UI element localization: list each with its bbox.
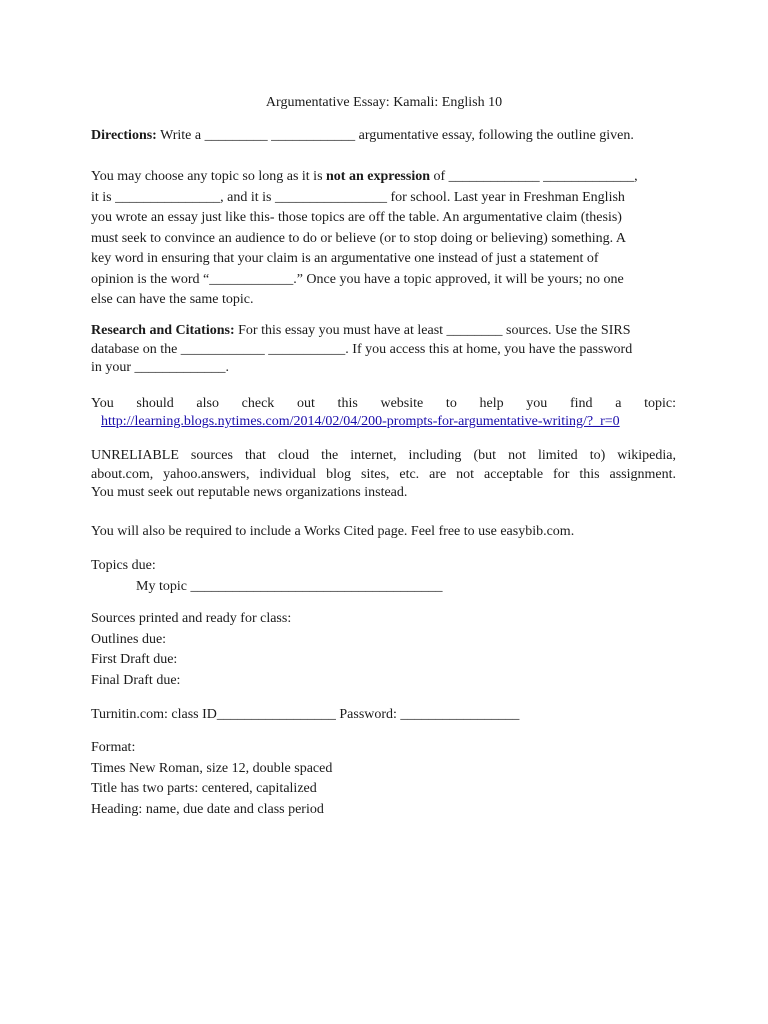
topic-text-1a: You may choose any topic so long as it is: [91, 169, 327, 184]
directions-label: Directions:: [91, 128, 157, 143]
due-date-item: Final Draft due:: [91, 672, 181, 688]
topic-line-2: it is _______________, and it is ________________ for school. Last year in Freshman English: [91, 189, 625, 205]
topic-line-4: must seek to convince an audience to do or believe (or to stop doing or believing) something. A: [91, 230, 626, 246]
research-label: Research and Citations:: [91, 323, 235, 338]
topic-line-3: you wrote an essay just like this- those topics are off the table. An argumentative claim (thesis): [91, 210, 622, 225]
topic-line-5: key word in ensuring that your claim is an argumentative one instead of just a statement of: [91, 251, 599, 266]
topic-emphasis: not an expression: [326, 169, 430, 184]
format-item: Heading: name, due date and class period: [91, 801, 324, 817]
research-line-2: database on the ____________ ___________. If you access this at home, you have the password: [91, 341, 633, 357]
format-item: Times New Roman, size 12, double spaced: [91, 760, 333, 776]
topic-paragraph: [91, 167, 676, 311]
topic-text-1c: of _____________ _____________,: [430, 169, 638, 184]
unreliable-line-2: about.com, yahoo.answers, individual blog sites, etc. are not acceptable for this assignment.: [91, 466, 676, 482]
topic-line-7: else can have the same topic.: [91, 292, 254, 307]
page-title: Argumentative Essay: Kamali: English 10: [265, 95, 503, 110]
topics-section: [91, 556, 676, 597]
topic-line-1: [91, 167, 676, 188]
format-item: Title has two parts: centered, capitalized: [91, 781, 317, 796]
directions-text: Write a _________ ____________ argumentative essay, following the outline given.: [156, 128, 634, 143]
unreliable-paragraph: [91, 447, 676, 503]
topics-due-label: Topics due:: [91, 558, 156, 573]
research-line-1: [91, 322, 676, 341]
due-date-item: Sources printed and ready for class:: [91, 611, 292, 626]
unreliable-line-3: You must seek out reputable news organizations instead.: [91, 485, 408, 500]
website-paragraph: [91, 395, 676, 431]
my-topic-line: My topic ____________________________________: [136, 578, 443, 594]
due-dates-list: [91, 609, 676, 691]
turnitin-line: Turnitin.com: class ID_________________ Password: _________________: [91, 707, 520, 722]
research-text-1: For this essay you must have at least ________ sources. Use the SIRS: [234, 323, 631, 338]
research-line-3: in your _____________.: [91, 360, 230, 375]
website-text: You should also check out this website to help you find a topic:: [91, 396, 676, 411]
due-date-item: First Draft due:: [91, 652, 178, 667]
format-section: [91, 738, 676, 820]
due-date-item: Outlines due:: [91, 631, 167, 647]
prompts-website-link[interactable]: http://learning.blogs.nytimes.com/2014/02/04/200-prompts-for-argumentative-writing/?_r=0: [101, 414, 620, 429]
format-label: Format:: [91, 740, 136, 755]
directions-paragraph: [91, 126, 676, 147]
research-paragraph: [91, 322, 676, 378]
works-cited-note: You will also be required to include a Works Cited page. Feel free to use easybib.com.: [91, 524, 575, 539]
unreliable-line-1: UNRELIABLE sources that cloud the internet, including (but not limited to) wikipedia,: [91, 448, 676, 463]
topic-line-6: opinion is the word “____________.” Once you have a topic approved, it will be yours; no one: [91, 271, 624, 287]
